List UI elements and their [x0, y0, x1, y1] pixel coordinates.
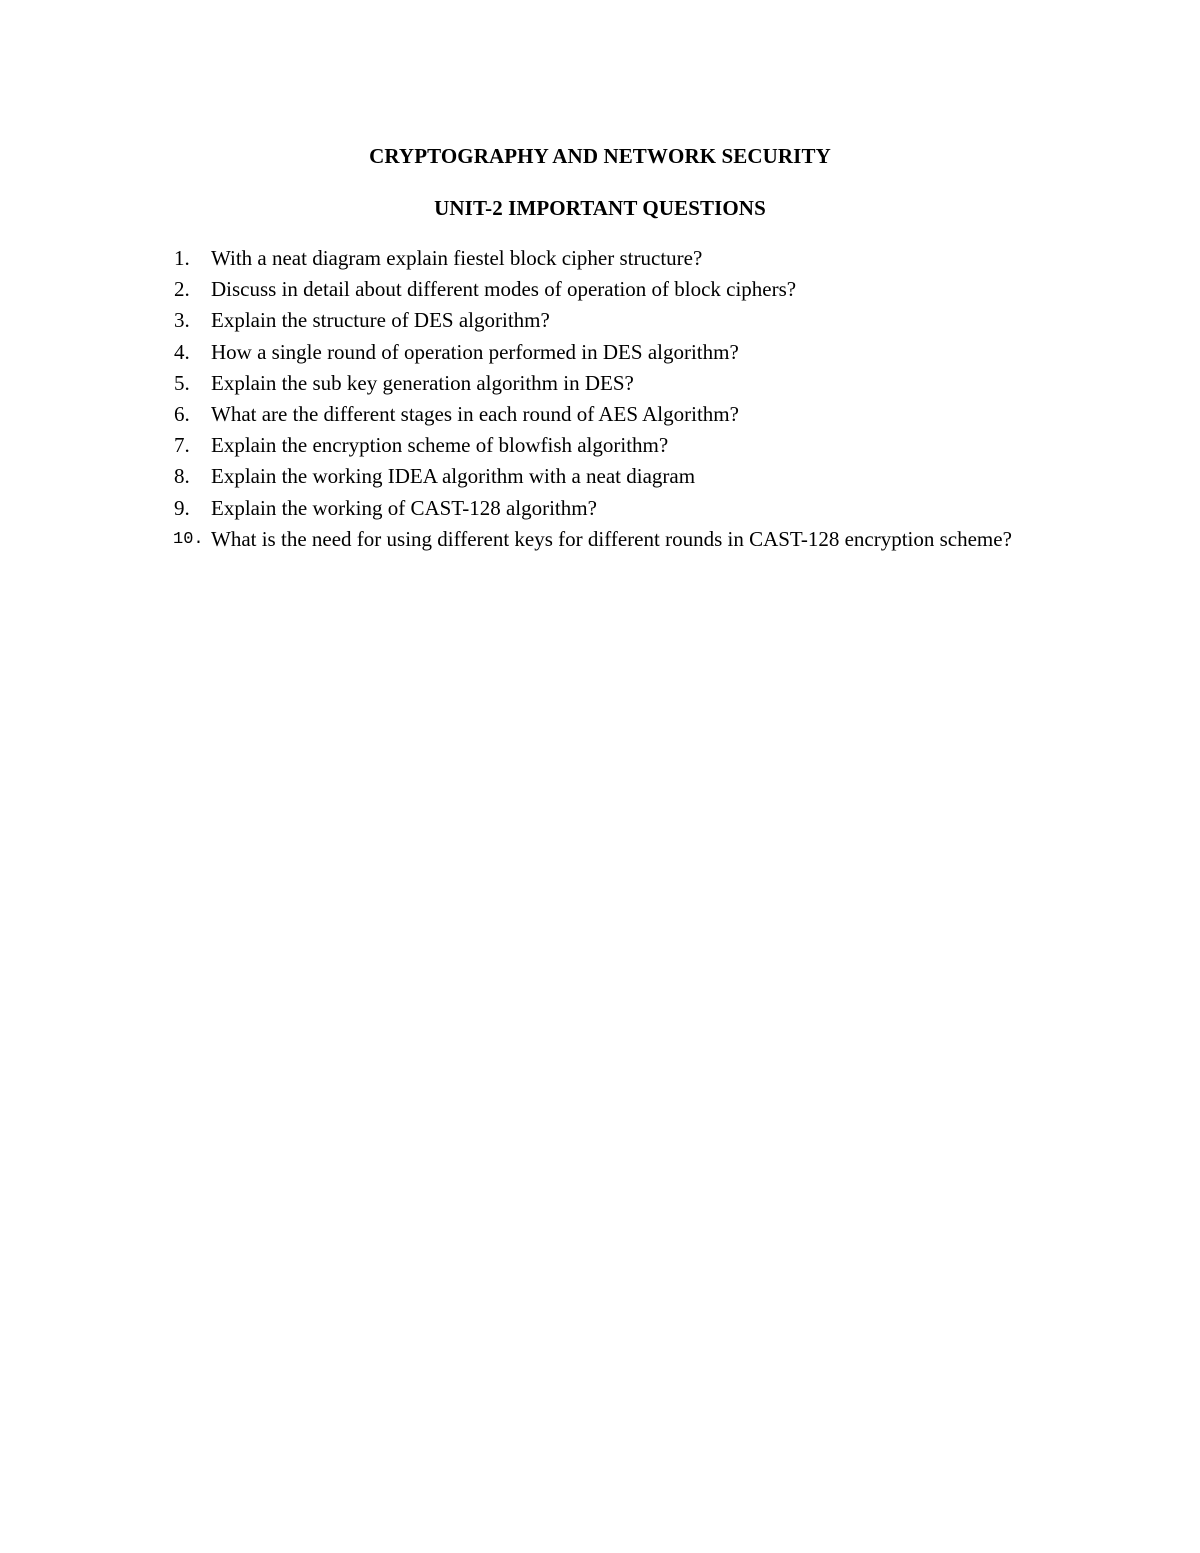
question-number: 2.: [174, 277, 190, 302]
question-item: [174, 430, 1054, 461]
question-text: Explain the structure of DES algorithm?: [211, 308, 550, 333]
question-item: [174, 399, 1054, 430]
question-item: [174, 305, 1054, 336]
document-title: CRYPTOGRAPHY AND NETWORK SECURITY: [369, 144, 831, 168]
question-number: 4.: [174, 339, 190, 364]
question-number: 7.: [174, 433, 190, 458]
question-text: How a single round of operation performed in DES algorithm?: [211, 339, 739, 364]
question-item: [174, 243, 1054, 274]
question-text: Discuss in detail about different modes of operation of block ciphers?: [211, 277, 797, 302]
question-item: [174, 493, 1054, 524]
question-text: Explain the working IDEA algorithm with a neat diagram: [211, 464, 696, 489]
question-item: [174, 337, 1054, 368]
question-number: 8.: [174, 464, 190, 489]
question-number: 3.: [174, 308, 190, 333]
question-text: What is the need for using different keys for different rounds in CAST-128 encryption scheme?: [211, 526, 1012, 551]
question-text: Explain the encryption scheme of blowfish algorithm?: [211, 433, 669, 458]
question-text: What are the different stages in each round of AES Algorithm?: [211, 402, 739, 427]
question-number: 9.: [174, 495, 190, 520]
document-subtitle: UNIT-2 IMPORTANT QUESTIONS: [434, 196, 766, 220]
question-item: [174, 524, 1054, 555]
question-number: 5.: [174, 370, 190, 395]
question-number: 10.: [173, 529, 204, 549]
question-item: [174, 368, 1054, 399]
question-text: With a neat diagram explain fiestel block cipher structure?: [211, 246, 703, 270]
question-list: [174, 243, 1054, 555]
question-item: [174, 274, 1054, 305]
question-item: [174, 461, 1054, 492]
question-number: 1.: [174, 246, 190, 270]
question-text: Explain the sub key generation algorithm in DES?: [211, 370, 634, 395]
question-text: Explain the working of CAST-128 algorithm?: [211, 495, 597, 520]
question-number: 6.: [174, 402, 190, 427]
